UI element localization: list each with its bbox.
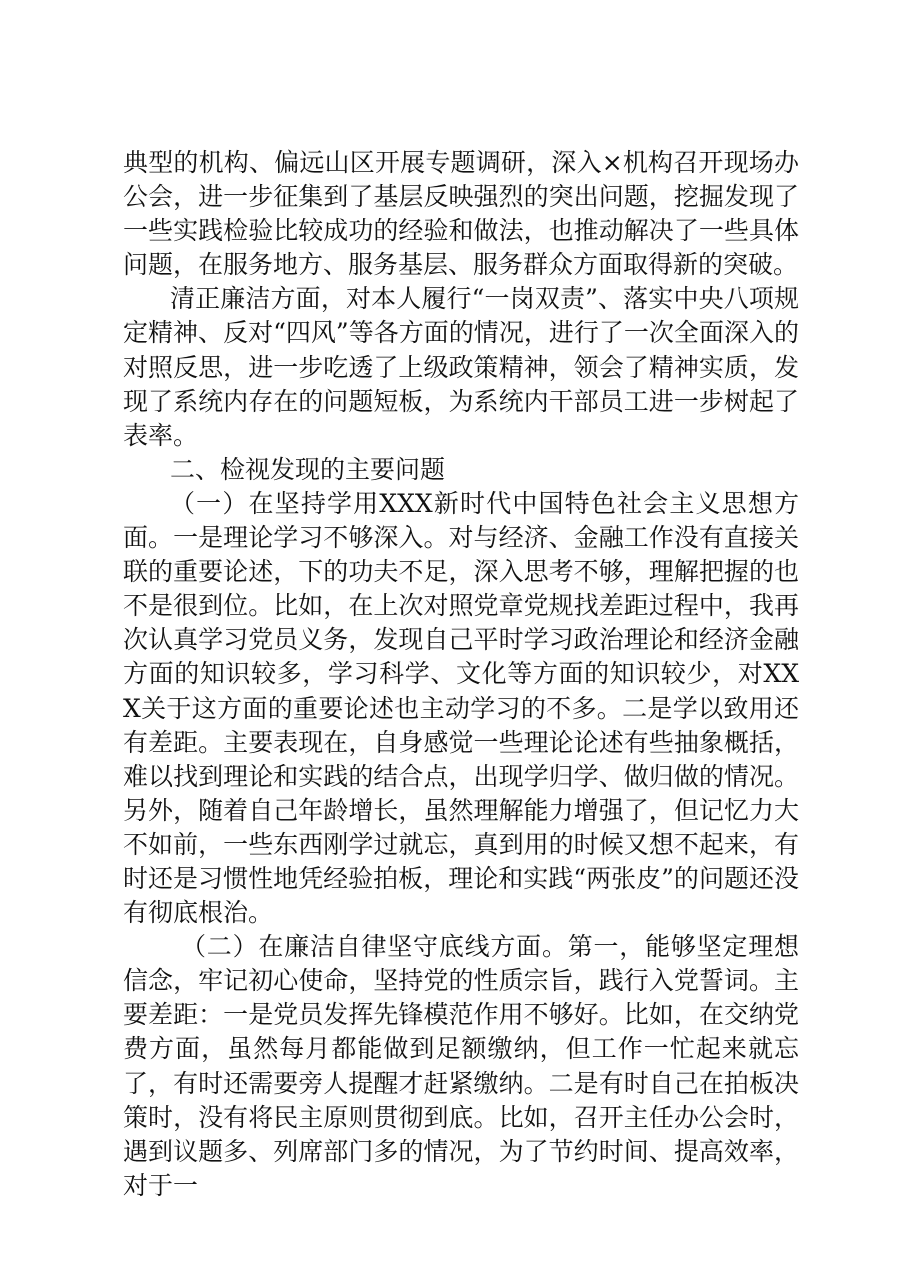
paragraph-self-discipline: （二）在廉洁自律坚守底线方面。第一，能够坚定理想信念，牢记初心使命，坚持党的性质宗旨，践行入党誓词。主要差距：一是党员发挥先锋模范作用不够好。比如，在交纳党费方面，虽然每月都能做到足额缴纳，但工作一忙起来就忘了，有时还需要旁人提醒才赶紧缴纳。二是有时自己在拍板决策时，没有将民主原则贯彻到底。比如，召开主任办公会时，遇到议题多、列席部门多的情况，为了节约时间、提高效率，对于一 <box>123 932 799 1200</box>
paragraph-theory-study: （一）在坚持学用XXX新时代中国特色社会主义思想方面。一是理论学习不够深入。对与经济、金融工作没有直接关联的重要论述，下的功夫不足，深入思考不够，理解把握的也不是很到位。比如，在上次对照党章党规找差距过程中，我再次认真学习党员义务，发现自己平时学习政治理论和经济金融方面的知识较多，学习科学、文化等方面的知识较少，对XXX关于这方面的重要论述也主动学习的不多。二是学以致用还有差距。主要表现在，自身感觉一些理论论述有些抽象概括，难以找到理论和实践的结合点，出现学归学、做归做的情况。另外，随着自己年龄增长，虽然理解能力增强了，但记忆力大不如前，一些东西刚学过就忘，真到用的时候又想不起来，有时还是习惯性地凭经验拍板，理论和实践“两张皮”的问题还没有彻底根治。 <box>123 488 799 928</box>
section-heading-main-problems: 二、检视发现的主要问题 <box>170 454 446 484</box>
paragraph-continuation: 典型的机构、偏远山区开展专题调研，深入×机构召开现场办公会，进一步征集到了基层反映强烈的突出问题，挖掘发现了一些实践检验比较成功的经验和做法，也推动解决了一些具体问题，在服务地方、服务基层、服务群众方面取得新的突破。 <box>123 148 799 280</box>
paragraph-integrity: 清正廉洁方面，对本人履行“一岗双责”、落实中央八项规定精神、反对“四风”等各方面的情况，进行了一次全面深入的对照反思，进一步吃透了上级政策精神，领会了精神实质，发现了系统内存在的问题短板，为系统内干部员工进一步树起了表率。 <box>123 284 799 450</box>
document-body <box>123 146 799 1203</box>
